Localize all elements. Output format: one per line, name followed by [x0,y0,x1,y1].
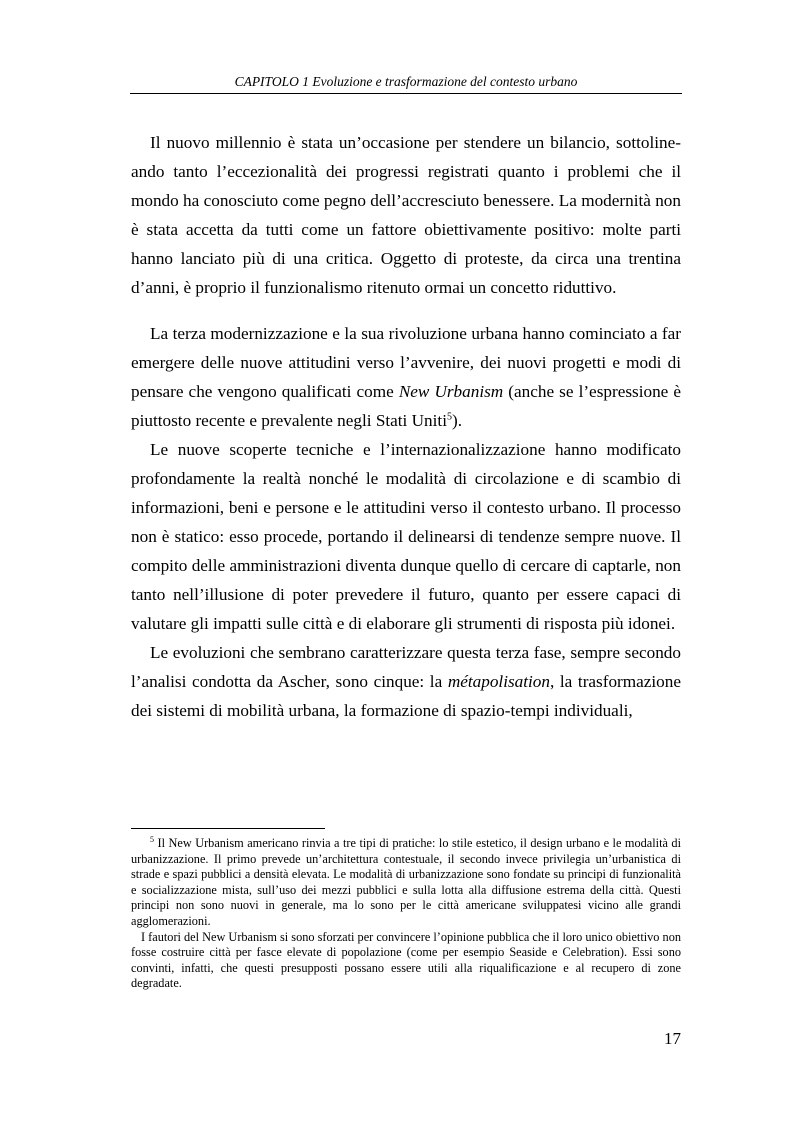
paragraph-1: Il nuovo millennio è stata un’occasione per stendere un bilancio, sottolineando tanto l’eccezionalità dei progressi registrati quanto i problemi che il mondo ha conosciuto come pegno dell’accresciuto benessere. La modernità non è stata accetta da tutti come un fattore obiettivamente positivo: molte parti hanno lanciato più di una critica. Oggetto di proteste, da circa una trentina d’anni, è proprio il funzionalismo ritenuto ormai un concetto riduttivo. [131,133,681,297]
footnote-number: 5 [150,834,154,844]
footnote-continuation: I fautori del New Urbanism si sono sforzati per convincere l’opinione pubblica che il loro unico obiettivo non fosse costruire città per fasce elevate di popolazione (come per esempio Seaside e Celebration). Essi sono convinti, infatti, che questi presupposti possano essere utili alla riqualificazione e al recupero di zone degradate. [131,929,681,991]
paragraph-4-text-b: , la trasformazione dei sistemi di mobilità urbana, la formazione di spazio-tempi individuali, [131,672,681,720]
paragraph-2-text-c: ). [451,411,462,430]
footnote-rule [131,828,325,829]
header-rule [130,93,682,94]
footnotes [131,836,681,992]
new-urbanism-term: New Urbanism [398,382,504,401]
footnote-5 [131,836,681,930]
metapolisation-term: métapolisation [447,672,550,691]
body-text [131,128,681,725]
paragraph-2-text-b: (anche se l’espressione è piuttosto recente e prevalente negli Stati Uniti [131,382,681,430]
paragraph-3: Le nuove scoperte tecniche e l’internazionalizzazione hanno modificato profondamente la realtà nonché le modalità di circolazione e di scambio di informazioni, beni e persone e le attitudini verso il contesto urbano. Il processo non è statico: esso procede, portando il delinearsi di tendenze sempre nuove. Il compito delle amministrazioni diventa dunque quello di cercare di captarle, non tanto nell’illusione di poter prevedere il futuro, quanto per essere capaci di valutare gli impatti sulle città e di elaborare gli strumenti di risposta più idonei. [131,440,681,633]
footnote-text: Il New Urbanism americano rinvia a tre tipi di pratiche: lo stile estetico, il design urbano e le modalità di urbanizzazione. Il primo prevede un’architettura contestuale, il secondo invece privilegia un’urbanistica di strade e spazi pubblici a densità elevata. Le modalità di urbanizzazione sono fondate su principi di funzionalità e socializzazione mista, sull’uso dei mezzi pubblici e sulla lotta alla diffusione estrema della città. Questi principi non sono nuovi in generale, ma lo sono per le città americane sviluppatesi vicino alle grandi agglomerazioni. [131,836,681,928]
paragraph-4-text-a: Le evoluzioni che sembrano caratterizzare questa terza fase, sempre secondo l’analisi condotta da Ascher, sono cinque: la [131,643,681,691]
paragraph-4 [131,638,681,725]
page-number: 17 [664,1029,681,1048]
paragraph-2 [131,319,681,435]
paragraph-2-text-a: La terza modernizzazione e la sua rivoluzione urbana hanno cominciato a far emergere delle nuove attitudini verso l’avvenire, dei nuovi progetti e modi di pensare che vengono qualificati come [131,324,681,401]
running-head: CAPITOLO 1 Evoluzione e trasformazione del contesto urbano [234,74,578,89]
footnote-ref[interactable]: 5 [446,411,452,423]
